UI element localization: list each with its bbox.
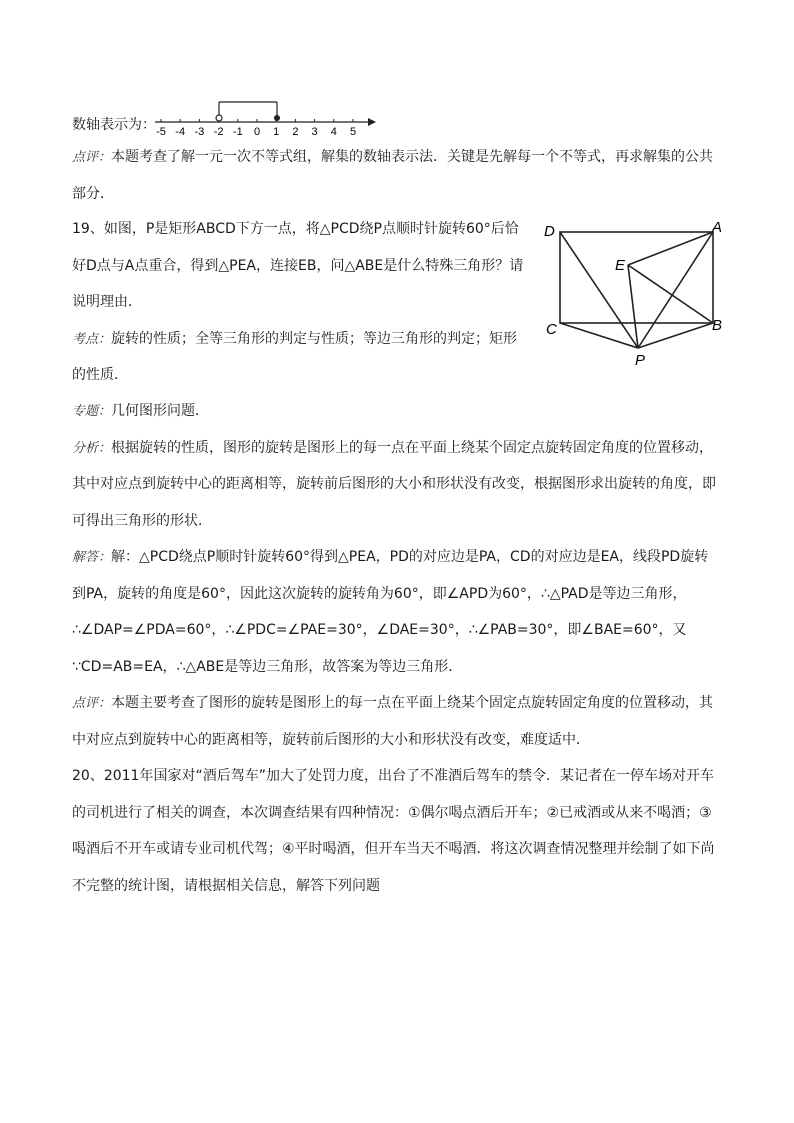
point-B: B bbox=[712, 317, 723, 334]
fenxi-line2: 其中对应点到旋转中心的距离相等，旋转前后图形的大小和形状没有改变，根据图形求出旋转的角度，即 bbox=[72, 476, 716, 492]
q20-line2: 的司机进行了相关的调查，本次调查结果有四种情况：①偶尔喝点酒后开车；②已戒酒或从来不喝酒；③ bbox=[72, 805, 712, 821]
review1-tag: 点评： bbox=[72, 150, 112, 165]
q19-line1: 19、如图，P是矩形ABCD下方一点，将△PCD绕P点顺时针旋转60°后恰 bbox=[72, 221, 519, 237]
zhuanti-line bbox=[72, 401, 209, 422]
review1-line1 bbox=[72, 147, 713, 168]
q19-line3: 说明理由． bbox=[72, 294, 142, 310]
review2-tag: 点评： bbox=[72, 696, 112, 711]
tick-label: -1 bbox=[232, 126, 243, 138]
tick-label: 5 bbox=[349, 126, 357, 138]
review2-line2: 中对应点到旋转中心的距离相等，旋转前后图形的大小和形状没有改变，难度适中． bbox=[72, 732, 590, 748]
kaodian-line1 bbox=[72, 329, 517, 350]
q20-line4: 不完整的统计图，请根据相关信息，解答下列问题 bbox=[72, 878, 380, 894]
point-A: A bbox=[712, 219, 723, 236]
tick-label: 2 bbox=[292, 126, 299, 138]
fenxi-tag: 分析： bbox=[72, 441, 112, 456]
kaodian-line2: 的性质． bbox=[72, 367, 128, 383]
q20-line3: 喝酒后不开车或请专业司机代驾；④平时喝酒，但开车当天不喝酒．将这次调查情况整理并绘制了如下尚 bbox=[72, 841, 715, 857]
closed-endpoint bbox=[274, 115, 280, 121]
jieda-line1 bbox=[72, 547, 708, 568]
tick-label: -2 bbox=[213, 126, 224, 138]
tick-label: -4 bbox=[175, 126, 186, 138]
number-line-figure bbox=[150, 98, 380, 140]
q20-line1: 20、2011年国家对“酒后驾车”加大了处罚力度，出台了不准酒后驾车的禁令．某记者在一停车场对开车 bbox=[72, 768, 714, 784]
zhuanti-text: 几何图形问题． bbox=[111, 403, 210, 419]
point-C: C bbox=[546, 321, 557, 338]
tick-label: 4 bbox=[330, 126, 337, 138]
kaodian-text: 旋转的性质；全等三角形的判定与性质；等边三角形的判定；矩形 bbox=[111, 331, 518, 347]
tick-label: -5 bbox=[156, 126, 166, 138]
tick-label: 0 bbox=[253, 126, 261, 138]
jieda-line3: ∴∠DAP=∠PDA=60°，∴∠PDC=∠PAE=30°，∠DAE=30°，∴∠PAB=30°，即∠BAE=60°，又 bbox=[72, 622, 687, 638]
rectangle-rotation-figure bbox=[540, 218, 730, 370]
point-E: E bbox=[615, 257, 626, 274]
point-P: P bbox=[635, 352, 646, 369]
jieda-text: 解：△PCD绕点P顺时针旋转60°得到△PEA，PD的对应边是PA，CD的对应边是EA，线段PD旋转 bbox=[111, 549, 709, 565]
jieda-tag: 解答： bbox=[72, 550, 112, 565]
numberline-label: 数轴表示为： bbox=[72, 117, 156, 133]
open-endpoint bbox=[216, 115, 222, 121]
fenxi-line1 bbox=[72, 438, 713, 459]
jieda-line4: ∵CD=AB=EA，∴△ABE是等边三角形，故答案为等边三角形． bbox=[72, 659, 463, 675]
jieda-line2: 到PA，旋转的角度是60°，因此这次旋转的旋转角为60°，即∠APD为60°，∴△PAD是等边三角形， bbox=[72, 586, 687, 602]
tick-label: 1 bbox=[273, 126, 280, 138]
review2-text: 本题主要考查了图形的旋转是图形上的每一点在平面上绕某个固定点旋转固定角度的位置移动，其 bbox=[111, 695, 714, 711]
tick-label: -3 bbox=[194, 126, 205, 138]
fenxi-line3: 可得出三角形的形状． bbox=[72, 513, 212, 529]
fenxi-text: 根据旋转的性质，图形的旋转是图形上的每一点在平面上绕某个固定点旋转固定角度的位置移动， bbox=[111, 440, 714, 456]
point-D: D bbox=[544, 223, 555, 240]
review1-line2: 部分． bbox=[72, 186, 114, 202]
kaodian-tag: 考点： bbox=[72, 332, 112, 347]
q19-line2: 好D点与A点重合，得到△PEA，连接EB，问△ABE是什么特殊三角形？请 bbox=[72, 258, 524, 274]
review2-line1 bbox=[72, 693, 713, 714]
tick-label: 3 bbox=[311, 126, 318, 138]
review1-text: 本题考查了解一元一次不等式组，解集的数轴表示法．关键是先解每一个不等式，再求解集的公共 bbox=[111, 149, 714, 165]
zhuanti-tag: 专题： bbox=[72, 404, 112, 419]
